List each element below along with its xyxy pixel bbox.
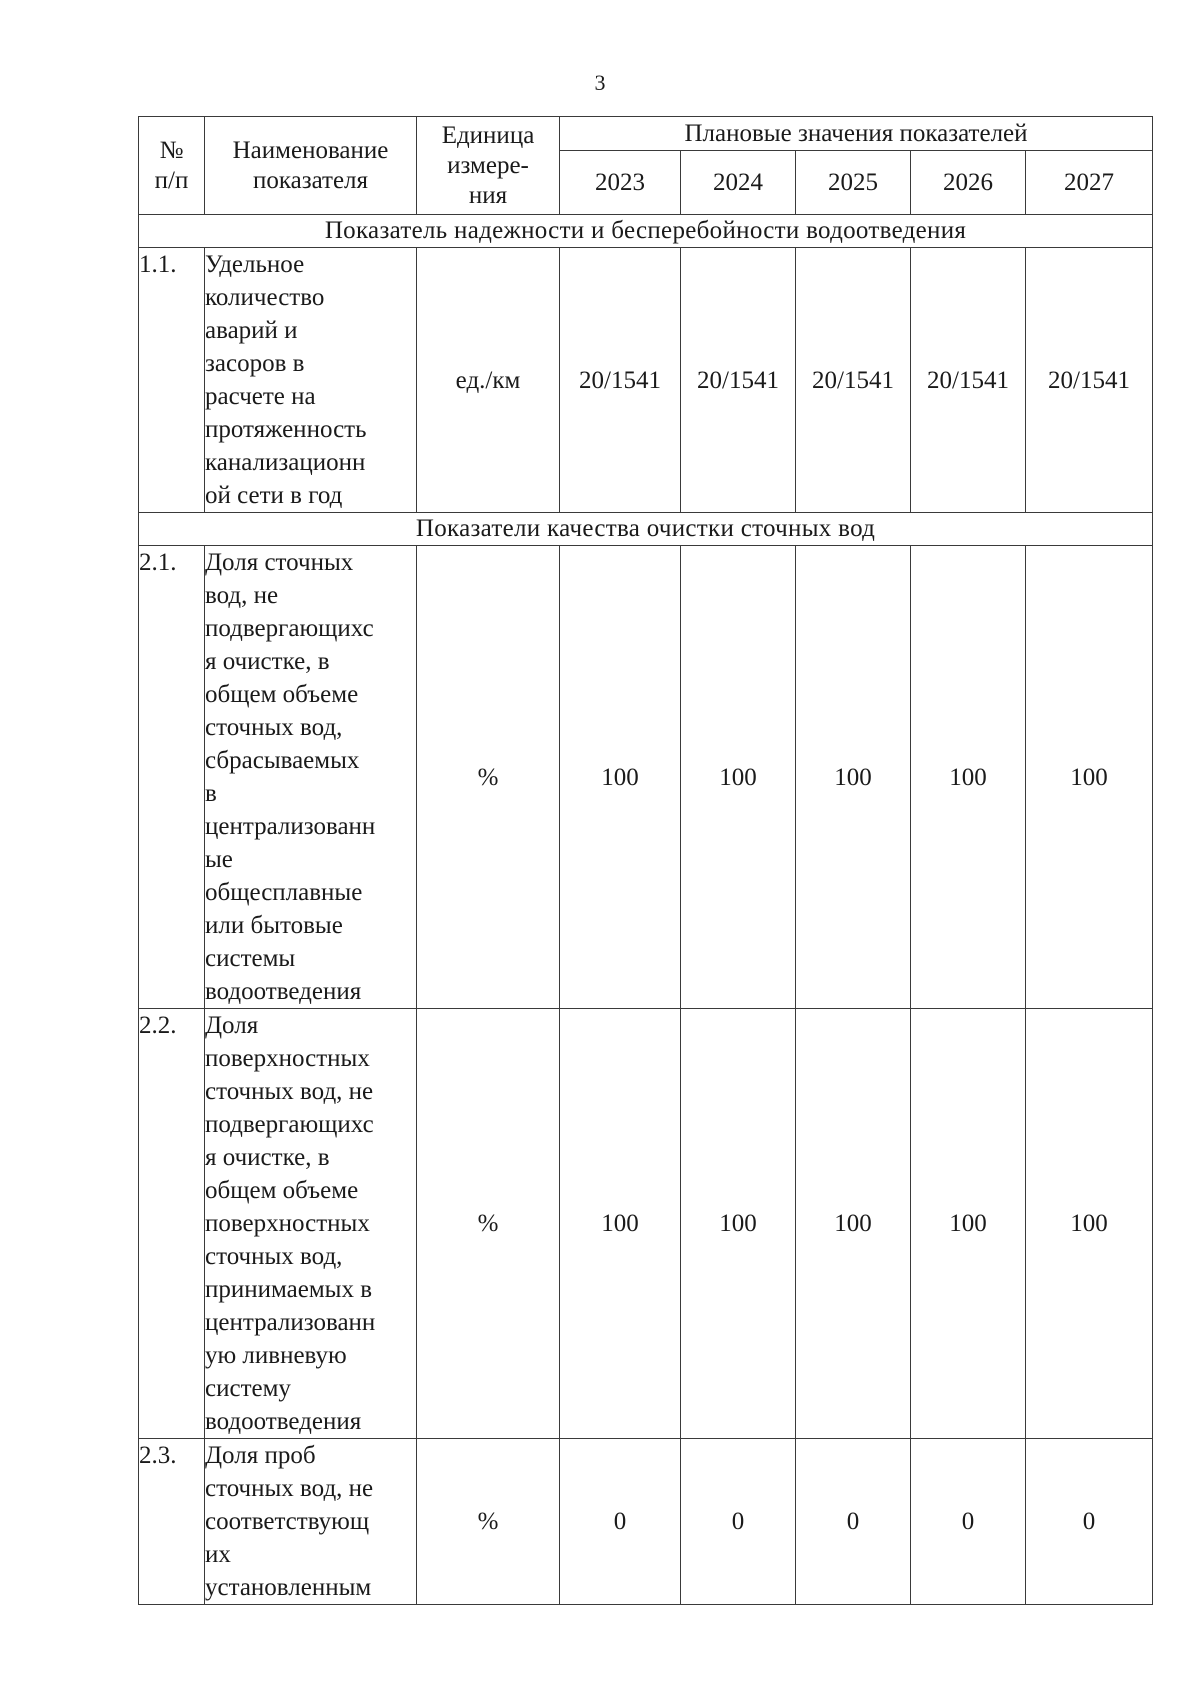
table-row xyxy=(139,546,1153,1009)
table-row xyxy=(139,1439,1153,1605)
indicator-name-line: систему xyxy=(205,1375,291,1402)
header-unit-line: ния xyxy=(468,181,508,209)
indicator-name-line: подвергающихс xyxy=(205,615,374,642)
indicator-name-line: канализационн xyxy=(205,449,366,476)
value-cell: 100 xyxy=(1026,1009,1153,1439)
value-cell: 20/1541 xyxy=(911,248,1026,513)
value-cell: 100 xyxy=(681,546,796,1009)
indicator-name xyxy=(205,248,417,513)
indicator-name-line: я очистке, в xyxy=(205,648,330,675)
indicator-name-line: в xyxy=(205,780,217,807)
indicator-name-line: Доля xyxy=(205,1012,259,1039)
value-cell: 0 xyxy=(911,1439,1026,1605)
indicator-name-line: общем объеме xyxy=(205,681,359,708)
header-year: 2023 xyxy=(560,151,681,215)
indicator-name-line: я очистке, в xyxy=(205,1144,330,1171)
indicator-name-line: централизованн xyxy=(205,813,376,840)
indicator-name-line: Доля проб xyxy=(205,1442,316,1469)
header-number xyxy=(139,117,205,215)
table-row xyxy=(139,1009,1153,1439)
header-number-line: № xyxy=(159,136,184,164)
indicator-name-line: расчете на xyxy=(205,383,316,410)
unit-cell: % xyxy=(417,1439,560,1605)
indicator-name-line: Доля сточных xyxy=(205,549,354,576)
value-cell: 100 xyxy=(911,1009,1026,1439)
value-cell: 20/1541 xyxy=(796,248,911,513)
row-number: 2.3. xyxy=(139,1439,205,1605)
indicator-name-line: водоотведения xyxy=(205,1408,362,1435)
header-name-line: Наименование xyxy=(232,136,389,164)
header-name-line: показателя xyxy=(252,166,369,194)
value-cell: 0 xyxy=(1026,1439,1153,1605)
header-unit-line: измере- xyxy=(447,151,529,179)
header-plan-values: Плановые значения показателей xyxy=(560,117,1153,151)
indicator-name-line: системы xyxy=(205,945,296,972)
indicator-name-line: сточных вод, не xyxy=(205,1078,374,1105)
indicator-name-line: поверхностных xyxy=(205,1210,370,1237)
header-unit xyxy=(417,117,560,215)
indicator-name-line: принимаемых в xyxy=(205,1276,373,1303)
indicators-table xyxy=(138,116,1153,1605)
unit-cell: % xyxy=(417,546,560,1009)
page-number: 3 xyxy=(594,70,606,95)
indicator-name-line: соответствующ xyxy=(205,1508,370,1535)
indicator-name-line: подвергающихс xyxy=(205,1111,374,1138)
indicator-name-line: их xyxy=(205,1541,231,1568)
section-title: Показатели качества очистки сточных вод xyxy=(139,513,1153,546)
indicator-name-line: ой сети в год xyxy=(205,482,343,509)
indicator-name-line: или бытовые xyxy=(205,912,343,939)
header-name xyxy=(205,117,417,215)
indicator-name-line: вод, не xyxy=(205,582,279,609)
indicator-name-line: водоотведения xyxy=(205,978,362,1005)
indicator-name-line: сточных вод, xyxy=(205,714,343,741)
header-unit-line: Единица xyxy=(441,121,535,149)
table-row xyxy=(139,248,1153,513)
indicator-name-line: засоров в xyxy=(205,350,305,377)
value-cell: 100 xyxy=(560,546,681,1009)
header-year: 2026 xyxy=(911,151,1026,215)
indicator-name-line: ую ливневую xyxy=(205,1342,347,1369)
value-cell: 0 xyxy=(560,1439,681,1605)
header-number-line: п/п xyxy=(154,166,189,194)
indicator-name-line: количество xyxy=(205,284,325,311)
value-cell: 100 xyxy=(560,1009,681,1439)
indicator-name-line: поверхностных xyxy=(205,1045,370,1072)
header-year: 2025 xyxy=(796,151,911,215)
indicator-name-line: аварий и xyxy=(205,317,298,344)
unit-cell: ед./км xyxy=(417,248,560,513)
indicator-name xyxy=(205,1009,417,1439)
indicator-name-line: общесплавные xyxy=(205,879,363,906)
value-cell: 20/1541 xyxy=(681,248,796,513)
indicator-name xyxy=(205,546,417,1009)
value-cell: 0 xyxy=(796,1439,911,1605)
row-number: 1.1. xyxy=(139,248,205,513)
header-row xyxy=(139,117,1153,151)
indicator-name-line: ые xyxy=(205,846,233,873)
header-year: 2027 xyxy=(1026,151,1153,215)
indicator-name-line: сточных вод, xyxy=(205,1243,343,1270)
value-cell: 20/1541 xyxy=(560,248,681,513)
indicator-name-line: централизованн xyxy=(205,1309,376,1336)
value-cell: 100 xyxy=(796,1009,911,1439)
indicator-name-line: сбрасываемых xyxy=(205,747,360,774)
indicator-name-line: протяженность xyxy=(205,416,367,443)
unit-cell: % xyxy=(417,1009,560,1439)
indicator-name-line: Удельное xyxy=(205,251,305,278)
header-year: 2024 xyxy=(681,151,796,215)
section-header-row xyxy=(139,513,1153,546)
indicator-name-line: сточных вод, не xyxy=(205,1475,374,1502)
indicator-name-line: общем объеме xyxy=(205,1177,359,1204)
row-number: 2.2. xyxy=(139,1009,205,1439)
value-cell: 100 xyxy=(681,1009,796,1439)
value-cell: 100 xyxy=(1026,546,1153,1009)
value-cell: 20/1541 xyxy=(1026,248,1153,513)
value-cell: 100 xyxy=(796,546,911,1009)
value-cell: 100 xyxy=(911,546,1026,1009)
row-number: 2.1. xyxy=(139,546,205,1009)
indicator-name-line: установленным xyxy=(205,1574,372,1601)
indicator-name xyxy=(205,1439,417,1605)
section-title: Показатель надежности и бесперебойности водоотведения xyxy=(139,215,1153,248)
section-header-row xyxy=(139,215,1153,248)
value-cell: 0 xyxy=(681,1439,796,1605)
